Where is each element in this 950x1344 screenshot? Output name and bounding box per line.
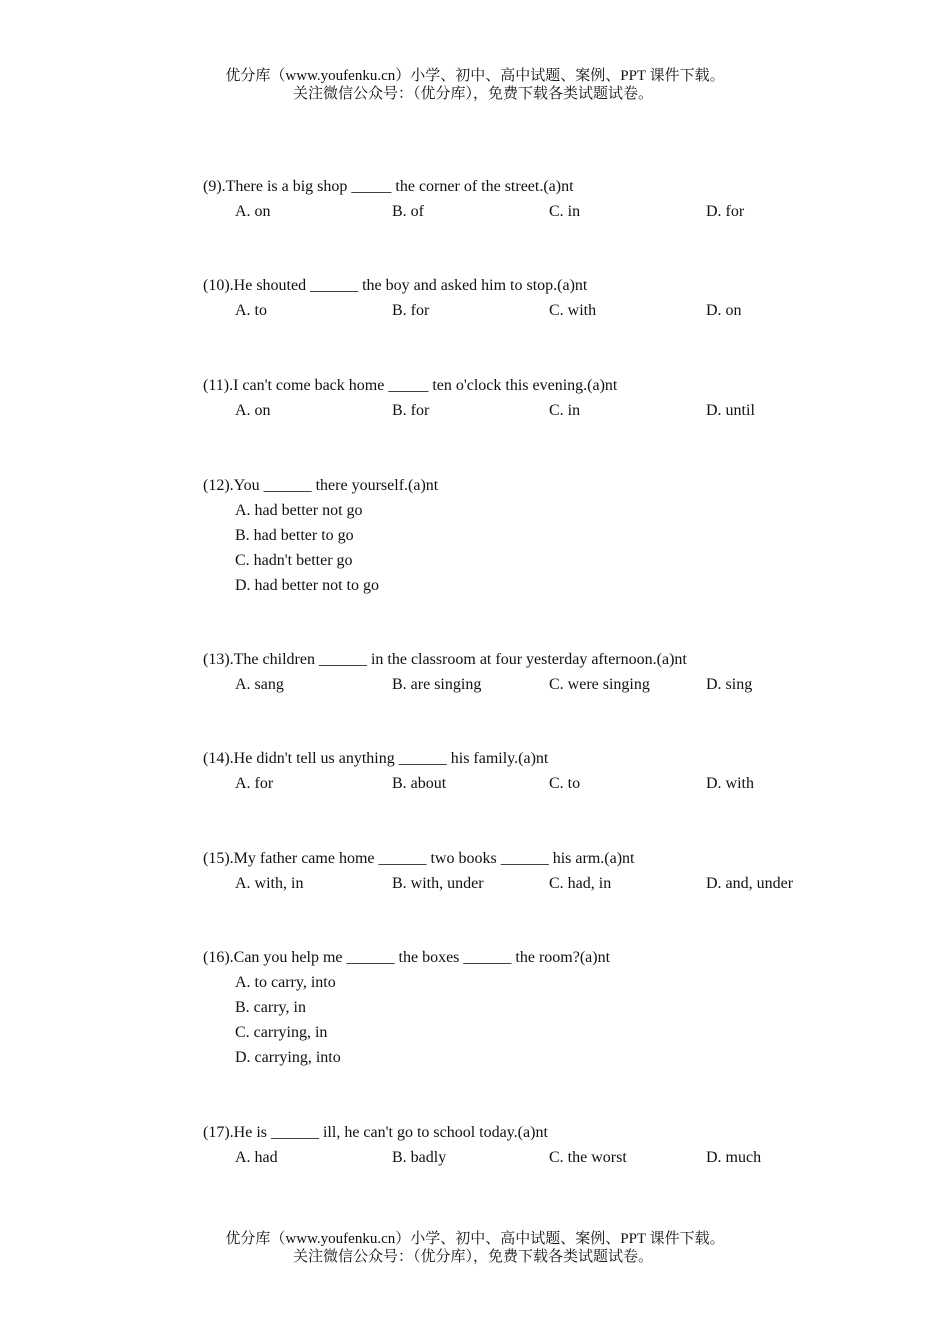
header-line-1: 优分库（www.youfenku.cn）小学、初中、高中试题、案例、PPT 课件下载。 [225,68,725,84]
option-b[interactable]: B. for [392,302,430,319]
option-a[interactable]: A. for [235,775,274,792]
option-a[interactable]: A. sang [235,676,284,693]
option-b[interactable]: B. badly [392,1149,447,1166]
option-d[interactable]: D. sing [706,676,753,693]
page-header [0,67,950,103]
question-stem: (12).You ______ there yourself.(a)nt [203,477,439,494]
option-c[interactable]: C. carrying, in [235,1024,328,1041]
question-stem: (16).Can you help me ______ the boxes ______ the room?(a)nt [203,949,611,966]
option-c[interactable]: C. had, in [549,875,612,892]
question-9 [203,174,903,224]
option-c[interactable]: C. to [549,775,581,792]
option-a[interactable]: A. had better not go [235,502,363,519]
footer-line-2: 关注微信公众号：（优分库），免费下载各类试题试卷。 [292,1249,653,1265]
question-16 [203,945,903,1070]
option-c[interactable]: C. were singing [549,676,650,693]
option-d[interactable]: D. much [706,1149,762,1166]
option-a[interactable]: A. with, in [235,875,304,892]
option-c[interactable]: C. in [549,203,581,220]
option-b[interactable]: B. with, under [392,875,484,892]
option-c[interactable]: C. the worst [549,1149,627,1166]
option-d[interactable]: D. carrying, into [235,1049,341,1066]
question-10 [203,273,903,323]
option-b[interactable]: B. are singing [392,676,482,693]
options-row [203,298,903,323]
question-11 [203,373,903,423]
question-stem: (11).I can't come back home _____ ten o'clock this evening.(a)nt [203,377,618,394]
options-row [203,1145,903,1170]
question-stem: (10).He shouted ______ the boy and asked him to stop.(a)nt [203,277,588,294]
question-stem: (14).He didn't tell us anything ______ his family.(a)nt [203,750,549,767]
question-12 [203,473,903,598]
options-row [203,771,903,796]
options-row [203,871,903,896]
option-b[interactable]: B. about [392,775,447,792]
option-b[interactable]: B. had better to go [235,527,354,544]
option-a[interactable]: A. on [235,203,271,220]
option-c[interactable]: C. hadn't better go [235,552,353,569]
option-d[interactable]: D. until [706,402,755,419]
footer-line-1: 优分库（www.youfenku.cn）小学、初中、高中试题、案例、PPT 课件下载。 [225,1231,725,1247]
question-stem: (9).There is a big shop _____ the corner of the street.(a)nt [203,178,574,195]
option-d[interactable]: D. for [706,203,745,220]
options-row [203,199,903,224]
question-15 [203,846,903,896]
option-d[interactable]: D. had better not to go [235,577,379,594]
options-row [203,672,903,697]
option-b[interactable]: B. for [392,402,430,419]
option-d[interactable]: D. with [706,775,754,792]
options-row [203,398,903,423]
question-stem: (13).The children ______ in the classroom at four yesterday afternoon.(a)nt [203,651,687,668]
option-c[interactable]: C. in [549,402,581,419]
option-a[interactable]: A. had [235,1149,278,1166]
option-d[interactable]: D. and, under [706,875,794,892]
question-17 [203,1120,903,1170]
option-d[interactable]: D. on [706,302,742,319]
option-c[interactable]: C. with [549,302,597,319]
page-footer [0,1230,950,1266]
option-a[interactable]: A. to carry, into [235,974,336,991]
option-b[interactable]: B. carry, in [235,999,306,1016]
question-14 [203,746,903,796]
header-line-2: 关注微信公众号：（优分库），免费下载各类试题试卷。 [292,86,653,102]
option-a[interactable]: A. on [235,402,271,419]
option-a[interactable]: A. to [235,302,267,319]
option-b[interactable]: B. of [392,203,424,220]
question-13 [203,647,903,697]
question-stem: (17).He is ______ ill, he can't go to school today.(a)nt [203,1124,548,1141]
question-stem: (15).My father came home ______ two books ______ his arm.(a)nt [203,850,635,867]
